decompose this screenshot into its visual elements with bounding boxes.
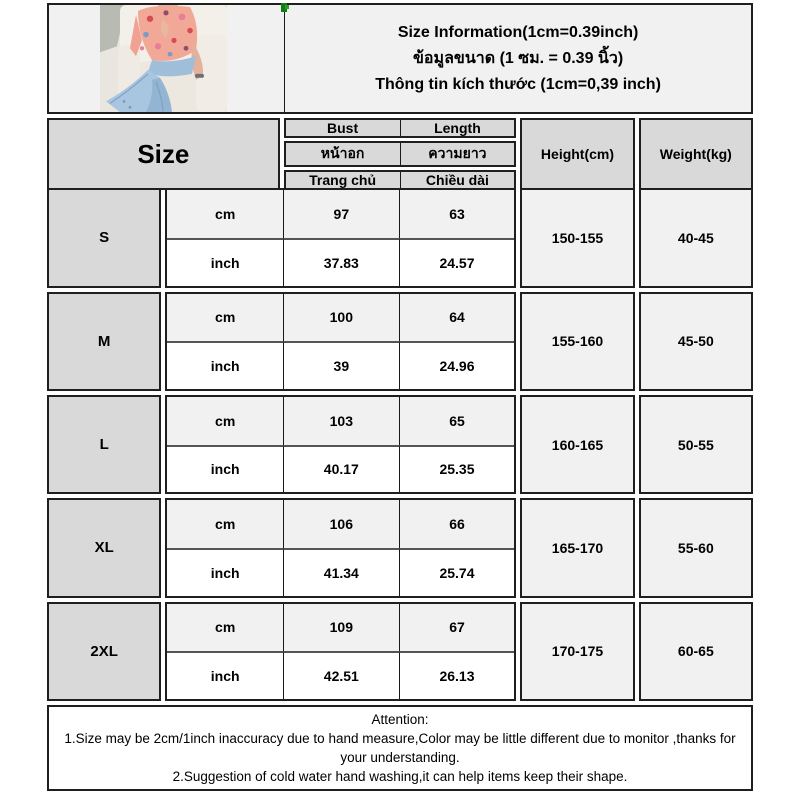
length-inch-value: 26.13 [399,651,515,699]
col-header-bust-en: Bust [327,120,359,137]
height-range: 170-175 [520,602,634,701]
col-header-length-vi: Chiều dài [400,172,515,188]
col-header-row-th [284,141,517,167]
measure-block [165,188,516,287]
product-photo [100,5,227,112]
weight-range: 60-65 [639,602,753,701]
table-row-s [47,188,753,287]
measure-block [165,395,516,494]
height-range: 150-155 [520,188,634,287]
height-range: 160-165 [520,395,634,494]
weight-range: 40-45 [639,188,753,287]
size-label: S [47,188,161,287]
attention-line-1: 1.Size may be 2cm/1inch inaccuracy due to hand measure,Color may be little different due to monitor ,thanks for your understanding. [64,731,736,766]
unit-label-inch: inch [167,651,283,699]
size-label: 2XL [47,602,161,701]
length-cm-value: 65 [399,397,515,445]
height-range: 165-170 [520,498,634,597]
attention-title: Attention: [371,712,429,728]
measure-block [165,602,516,701]
col-header-row-en [284,118,517,138]
size-info-title [284,5,751,112]
length-cm-value: 64 [399,294,515,342]
size-info-title-en: Size Information(1cm=0.39inch) [397,23,639,41]
weight-range: 55-60 [639,498,753,597]
unit-label-cm: cm [167,397,283,445]
bust-cm-value: 100 [283,294,399,342]
col-header-length-en: Length [400,120,515,136]
measure-block [165,292,516,391]
unit-label-inch: inch [167,238,283,286]
bust-cm-value: 97 [283,190,399,238]
unit-label-inch: inch [167,341,283,389]
col-header-height: Height(cm) [520,118,634,190]
table-row-l [47,395,753,494]
length-cm-value: 63 [399,190,515,238]
unit-label-inch: inch [167,445,283,493]
bust-cm-value: 106 [283,500,399,548]
table-row-2xl [47,602,753,701]
unit-label-cm: cm [167,604,283,652]
length-inch-value: 25.74 [399,548,515,596]
size-info-title-vi: Thông tin kích thước (1cm=0,39 inch) [375,75,661,93]
weight-range: 50-55 [639,395,753,494]
col-header-length-th: ความยาว [400,143,515,165]
table-header [47,118,753,189]
size-label: L [47,395,161,494]
attention-line-2: 2.Suggestion of cold water hand washing,it can help items keep their shape. [172,769,628,785]
bust-cm-value: 109 [283,604,399,652]
bust-inch-value: 39 [283,341,399,389]
attention-note [47,705,753,791]
bust-inch-value: 40.17 [283,445,399,493]
col-header-bust-vi: Trang chủ [309,172,377,189]
unit-label-cm: cm [167,500,283,548]
measure-block [165,498,516,597]
height-range: 155-160 [520,292,634,391]
col-header-bust-th: หน้าอก [320,145,365,162]
green-artifact-mark [281,3,287,12]
corner-header-size: Size [47,118,280,190]
length-inch-value: 24.57 [399,238,515,286]
bust-inch-value: 42.51 [283,651,399,699]
length-cm-value: 66 [399,500,515,548]
size-chart-sheet [47,3,753,791]
col-header-row-vi [284,170,517,190]
size-info-title-th: ข้อมูลขนาด (1 ซม. = 0.39 นิ้ว) [412,49,624,67]
size-label: M [47,292,161,391]
length-inch-value: 25.35 [399,445,515,493]
length-cm-value: 67 [399,604,515,652]
product-photo-cell [49,5,284,112]
table-row-xl [47,498,753,597]
weight-range: 45-50 [639,292,753,391]
unit-label-inch: inch [167,548,283,596]
bust-inch-value: 41.34 [283,548,399,596]
unit-label-cm: cm [167,294,283,342]
bust-inch-value: 37.83 [283,238,399,286]
bust-cm-value: 103 [283,397,399,445]
unit-label-cm: cm [167,190,283,238]
table-row-m [47,292,753,391]
col-header-weight: Weight(kg) [639,118,753,190]
length-inch-value: 24.96 [399,341,515,389]
header-section [47,3,753,114]
size-label: XL [47,498,161,597]
